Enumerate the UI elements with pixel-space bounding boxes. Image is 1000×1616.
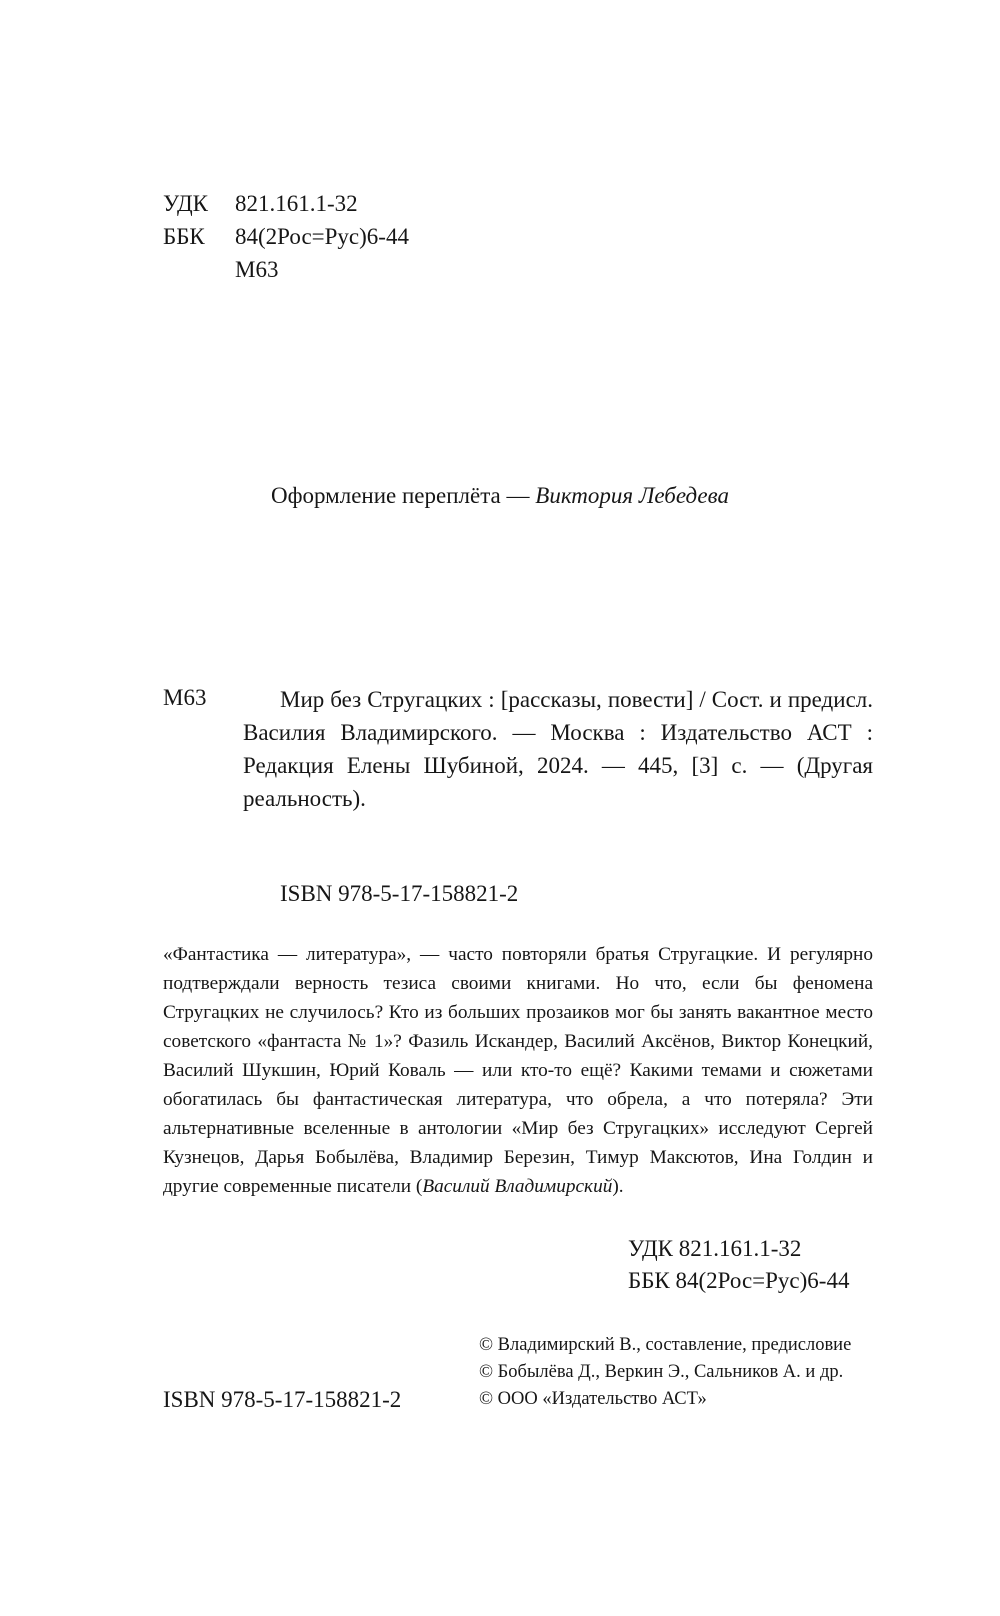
- udk-label: УДК: [163, 191, 208, 216]
- copyright-block: [479, 1332, 851, 1413]
- copyright-line: © Владимирский В., составление, предисловие: [479, 1335, 852, 1355]
- cover-design-credit: [0, 481, 1000, 511]
- udk-code: 821.161.1-32: [235, 191, 358, 216]
- bbk-bottom: ББК 84(2Рос=Рус)6-44: [628, 1268, 850, 1293]
- annotation: [163, 940, 873, 1201]
- annotation-author: Василий Владимирский: [422, 1176, 613, 1197]
- bibliographic-description: Мир без Стругацких : [рассказы, повести] / Сост. и предисл. Василия Владимирского. — Москва : Издательство АСТ : Редакция Елены Шубиной, 2024. — 445, [3] с. — (Другая реальность).: [243, 687, 873, 811]
- isbn-bottom: ISBN 978-5-17-158821-2: [163, 1387, 402, 1412]
- cover-designer-name: Виктория Лебедева: [535, 483, 729, 508]
- bbk-row: [163, 222, 409, 252]
- copyright-line: © Бобылёва Д., Веркин Э., Сальников А. и др.: [479, 1362, 844, 1382]
- isbn-middle: ISBN 978-5-17-158821-2: [280, 881, 519, 906]
- bbk-code: 84(2Рос=Рус)6-44: [235, 224, 409, 249]
- bbk-label: ББК: [163, 224, 205, 249]
- udk-bottom: УДК 821.161.1-32: [628, 1236, 802, 1261]
- annotation-text: «Фантастика — литература», — часто повторяли братья Стругацкие. И регулярно подтверждали верность тезиса своими книгами. Но что, если бы феномена Стругацких не случилось? Кто из больших прозаиков мог бы занять вакантное место советского «фантаста № 1»? Фазиль Искандер, Василий Аксёнов, Виктор Конецкий, Василий Шукшин, Юрий Коваль — или кто-то ещё? Какими темами и сюжетами обогатилась бы фантастическая литература, что обрела, а что потеряла? Эти альтернативные вселенные в антологии «Мир без Стругацких» исследуют Сергей Кузнецов, Дарья Бобылёва, Владимир Березин, Тимур Максютов, Ина Голдин и другие современные писатели (: [163, 944, 873, 1197]
- udk-row: [163, 189, 358, 219]
- copyright-line: © ООО «Издательство АСТ»: [479, 1389, 707, 1409]
- cover-credit-text: Оформление переплёта —: [271, 483, 530, 508]
- annotation-closing: ).: [612, 1176, 624, 1197]
- bibliographic-code: М63: [163, 685, 207, 710]
- author-mark: М63: [235, 257, 279, 282]
- author-mark-row: [163, 255, 278, 285]
